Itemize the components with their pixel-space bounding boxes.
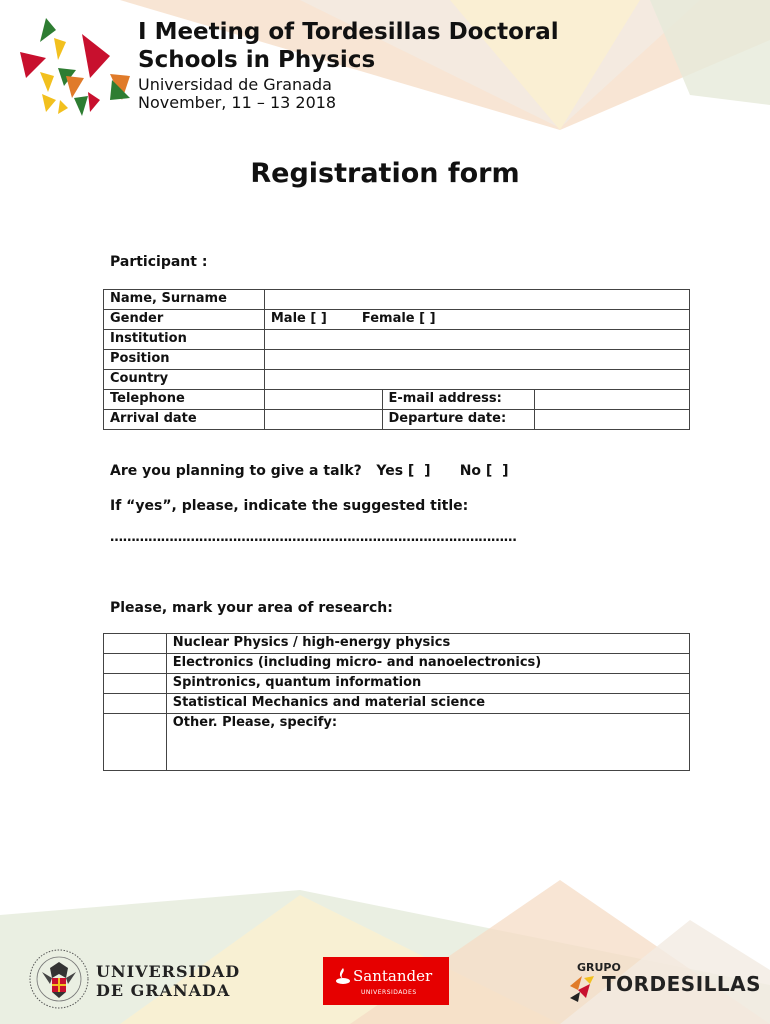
- santander-name: Santander: [353, 967, 433, 985]
- table-row: [104, 330, 690, 350]
- research-checkbox[interactable]: [104, 714, 167, 771]
- table-row: [104, 674, 690, 694]
- position-field[interactable]: [264, 350, 689, 370]
- table-row: [104, 390, 690, 410]
- telephone-field[interactable]: [264, 390, 382, 410]
- institution-label: Institution: [104, 330, 265, 350]
- arrival-label: Arrival date: [104, 410, 265, 430]
- table-row: [104, 654, 690, 674]
- santander-flame-icon: [335, 967, 351, 985]
- ugr-coat-of-arms-icon: [28, 948, 90, 1010]
- name-field[interactable]: [264, 290, 689, 310]
- gender-field[interactable]: [264, 310, 689, 330]
- telephone-label: Telephone: [104, 390, 265, 410]
- research-area-label: Spintronics, quantum information: [166, 674, 689, 694]
- grupo-label: GRUPO: [577, 961, 621, 974]
- research-checkbox[interactable]: [104, 694, 167, 714]
- research-checkbox[interactable]: [104, 634, 167, 654]
- country-field[interactable]: [264, 370, 689, 390]
- departure-label: Departure date:: [382, 410, 535, 430]
- research-checkbox[interactable]: [104, 654, 167, 674]
- name-label: Name, Surname: [104, 290, 265, 310]
- santander-logo: [323, 957, 449, 1005]
- meeting-title-line2: Schools in Physics: [138, 47, 376, 73]
- ugr-line2: DE GRANADA: [96, 981, 231, 1000]
- ugr-line1: UNIVERSIDAD: [96, 962, 241, 981]
- research-heading: Please, mark your area of research:: [110, 600, 393, 616]
- research-checkbox[interactable]: [104, 674, 167, 694]
- meeting-title: [138, 18, 559, 74]
- meeting-subtitle: [138, 76, 336, 112]
- talk-title-prompt: If “yes”, please, indicate the suggested title:: [110, 498, 469, 514]
- departure-field[interactable]: [535, 410, 690, 430]
- meeting-logo: [18, 16, 136, 120]
- tordesillas-logo-icon: [568, 972, 598, 1002]
- university-name: Universidad de Granada: [138, 75, 332, 94]
- table-row: [104, 290, 690, 310]
- research-area-label: Electronics (including micro- and nanoelectronics): [166, 654, 689, 674]
- position-label: Position: [104, 350, 265, 370]
- research-area-other[interactable]: Other. Please, specify:: [166, 714, 689, 771]
- table-row: [104, 350, 690, 370]
- table-row: [104, 310, 690, 330]
- research-area-label: Statistical Mechanics and material science: [166, 694, 689, 714]
- table-row: [104, 410, 690, 430]
- male-option[interactable]: Male [ ]: [270, 311, 327, 326]
- country-label: Country: [104, 370, 265, 390]
- table-row: [104, 370, 690, 390]
- form-title: Registration form: [250, 158, 520, 189]
- talk-question: Are you planning to give a talk? Yes [ ] No [ ]: [110, 463, 509, 479]
- participant-table: [103, 289, 690, 430]
- gender-label: Gender: [104, 310, 265, 330]
- email-field[interactable]: [535, 390, 690, 410]
- female-option[interactable]: Female [ ]: [361, 311, 436, 326]
- institution-field[interactable]: [264, 330, 689, 350]
- research-area-label: Nuclear Physics / high-energy physics: [166, 634, 689, 654]
- talk-title-dotted-line[interactable]: ……………………………………………………………………………………: [110, 530, 517, 545]
- meeting-title-line1: I Meeting of Tordesillas Doctoral: [138, 19, 559, 45]
- participant-heading: Participant :: [110, 254, 208, 270]
- ugr-logo-text: [96, 962, 240, 1000]
- table-row: [104, 714, 690, 771]
- meeting-dates: November, 11 – 13 2018: [138, 93, 337, 112]
- santander-sub: UNIVERSIDADES: [361, 989, 417, 996]
- arrival-field[interactable]: [264, 410, 382, 430]
- research-table: [103, 633, 690, 771]
- email-label: E-mail address:: [382, 390, 535, 410]
- table-row: [104, 694, 690, 714]
- tordesillas-label: TORDESILLAS: [602, 972, 762, 996]
- table-row: [104, 634, 690, 654]
